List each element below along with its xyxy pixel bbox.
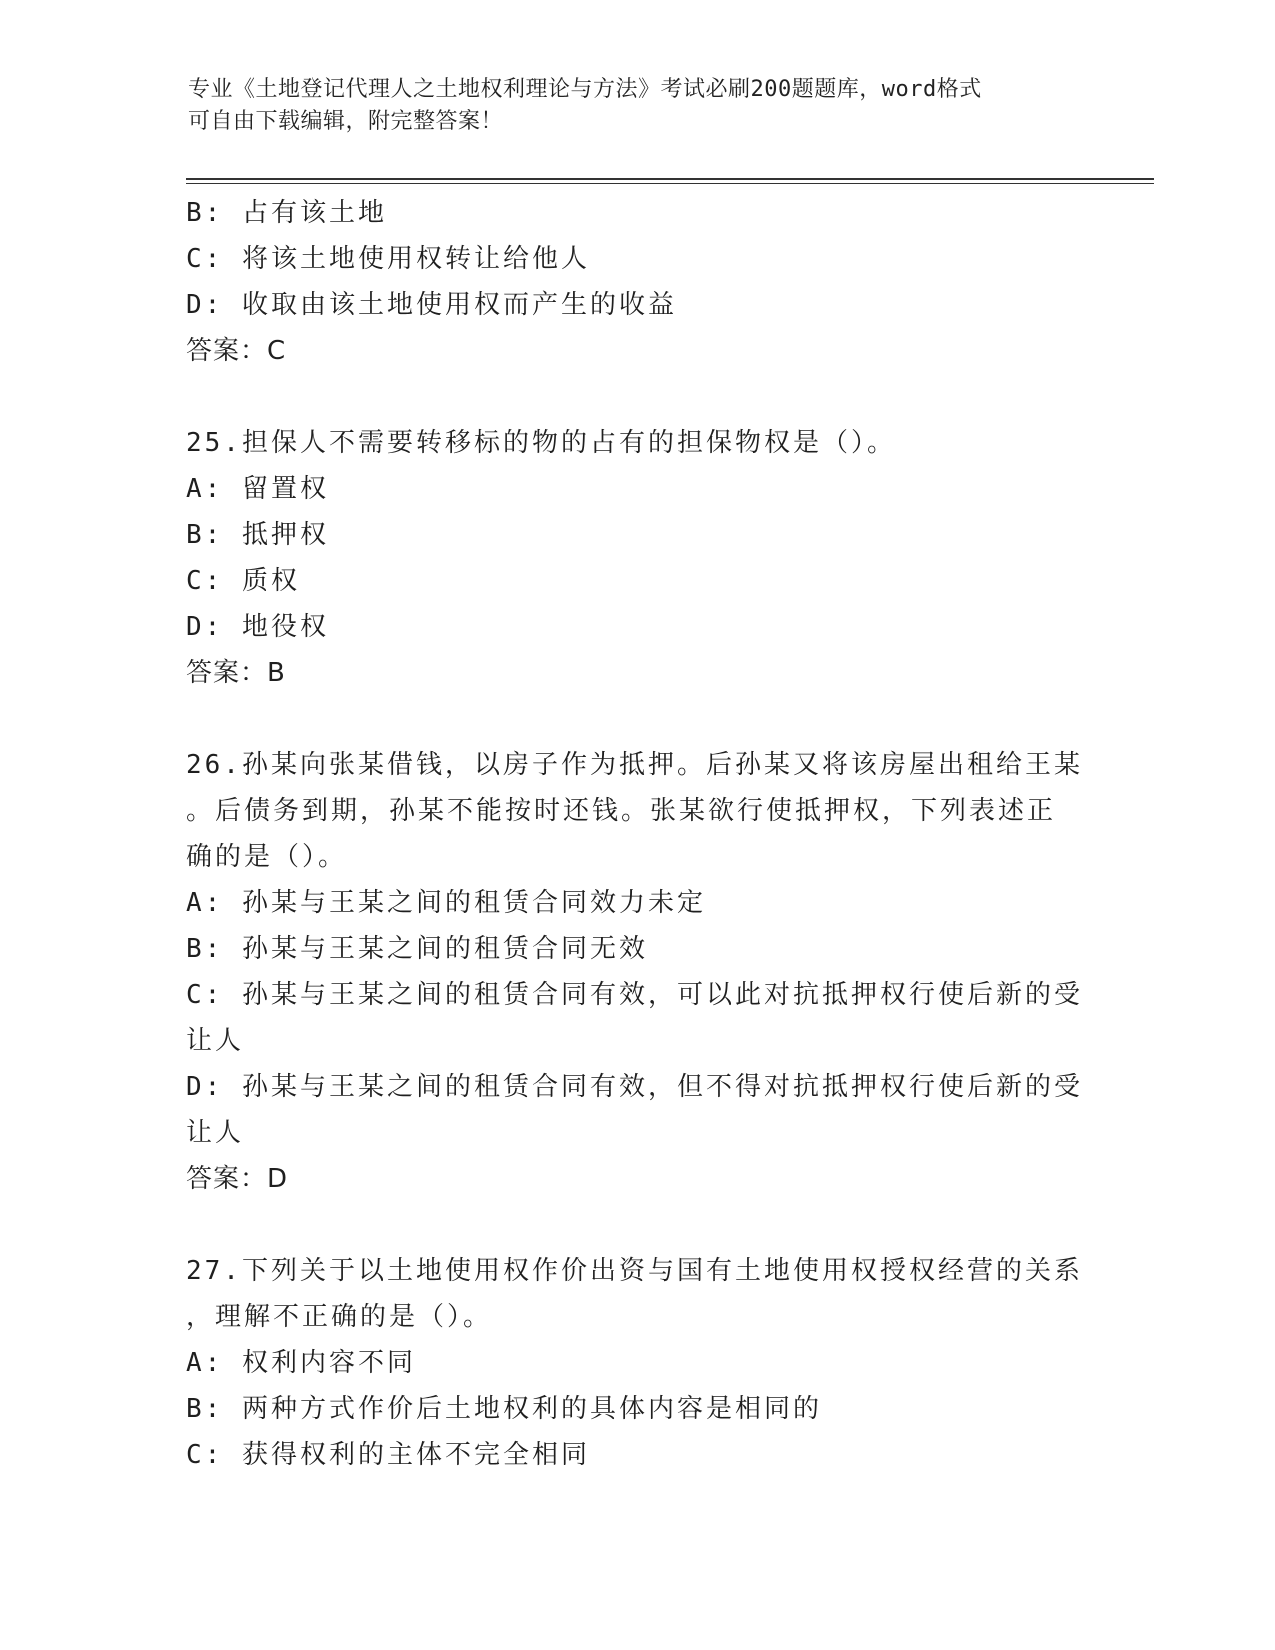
option-c-line-2: 让人 bbox=[186, 1026, 245, 1056]
answer: 答案：B bbox=[186, 658, 286, 688]
question-text: 25.担保人不需要转移标的物的占有的担保物权是（）。 bbox=[186, 428, 896, 458]
answer: 答案：D bbox=[186, 1164, 289, 1194]
option-b: B: 两种方式作价后土地权利的具体内容是相同的 bbox=[186, 1394, 822, 1424]
document-body bbox=[186, 190, 1086, 1478]
option-d: D: 收取由该土地使用权而产生的收益 bbox=[186, 290, 677, 320]
option-b: B: 抵押权 bbox=[186, 520, 329, 550]
option-d-line-2: 让人 bbox=[186, 1118, 245, 1148]
answer: 答案：C bbox=[186, 336, 287, 366]
document-header bbox=[188, 74, 1068, 138]
header-line-1: 专业《土地登记代理人之土地权利理论与方法》考试必刷200题题库，word格式 bbox=[188, 77, 982, 102]
option-c-line-1: C: 孙某与王某之间的租赁合同有效，可以此对抗抵押权行使后新的受 bbox=[186, 980, 1083, 1010]
spacer bbox=[186, 1202, 1086, 1248]
question-text-line-2: ，理解不正确的是（）。 bbox=[186, 1302, 493, 1332]
header-divider-thick bbox=[186, 178, 1154, 180]
spacer bbox=[186, 696, 1086, 742]
option-c: C: 质权 bbox=[186, 566, 300, 596]
option-a: A: 留置权 bbox=[186, 474, 329, 504]
option-d: D: 地役权 bbox=[186, 612, 329, 642]
question-text-line-1: 26.孙某向张某借钱，以房子作为抵押。后孙某又将该房屋出租给王某 bbox=[186, 750, 1083, 780]
question-25 bbox=[186, 420, 1086, 696]
option-d-line-1: D: 孙某与王某之间的租赁合同有效，但不得对抗抵押权行使后新的受 bbox=[186, 1072, 1083, 1102]
question-text-line-1: 27.下列关于以土地使用权作价出资与国有土地使用权授权经营的关系 bbox=[186, 1256, 1083, 1286]
header-line-2: 可自由下载编辑，附完整答案！ bbox=[188, 109, 504, 134]
option-c: C: 将该土地使用权转让给他人 bbox=[186, 244, 590, 274]
option-a: A: 权利内容不同 bbox=[186, 1348, 416, 1378]
question-text-line-2: 。后债务到期，孙某不能按时还钱。张某欲行使抵押权，下列表述正 bbox=[186, 796, 1057, 826]
header-divider-thin bbox=[186, 183, 1154, 184]
question-27 bbox=[186, 1248, 1086, 1478]
option-b: B: 孙某与王某之间的租赁合同无效 bbox=[186, 934, 648, 964]
question-26 bbox=[186, 742, 1086, 1202]
option-c: C: 获得权利的主体不完全相同 bbox=[186, 1440, 590, 1470]
spacer bbox=[186, 374, 1086, 420]
option-b: B: 占有该土地 bbox=[186, 198, 387, 228]
option-a: A: 孙某与王某之间的租赁合同效力未定 bbox=[186, 888, 706, 918]
question-24-continued bbox=[186, 190, 1086, 374]
question-text-line-3: 确的是（）。 bbox=[186, 842, 348, 872]
